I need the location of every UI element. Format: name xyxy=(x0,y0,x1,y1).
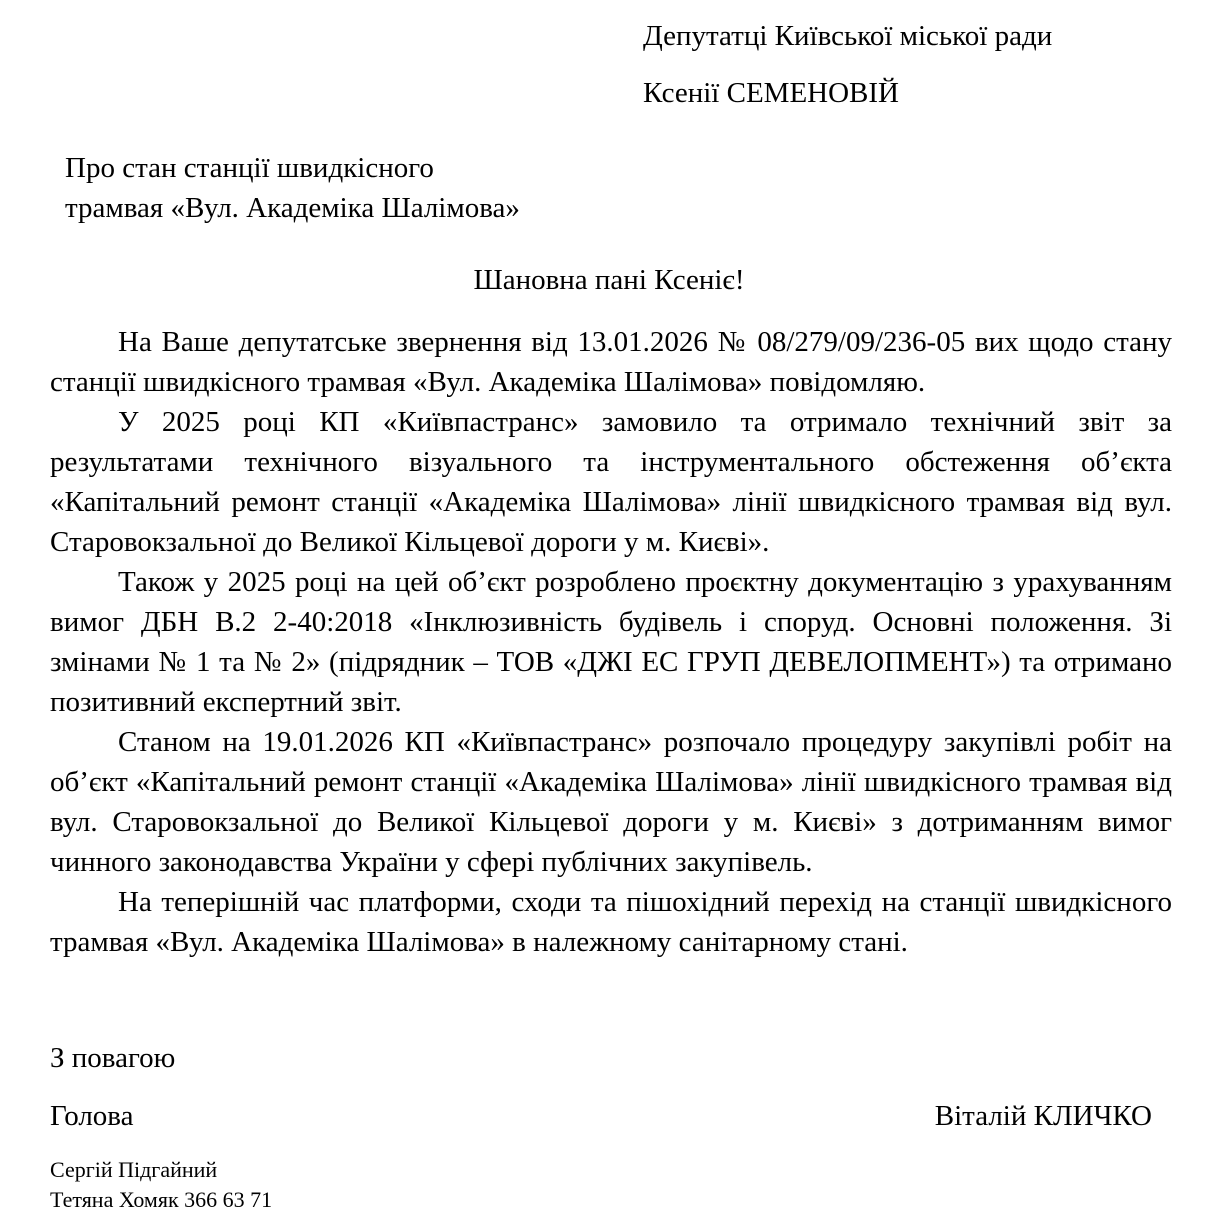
subject-line-2: трамвая «Вул. Академіка Шалімова» xyxy=(65,192,520,224)
footer-block xyxy=(50,1155,272,1215)
letter-body xyxy=(50,322,1172,962)
signer-name: Віталій КЛИЧКО xyxy=(934,1100,1152,1132)
addressee-line-1: Депутатці Київської міської ради xyxy=(643,20,1053,52)
footer-executor: Сергій Підгайний xyxy=(50,1157,218,1182)
addressee-line-2: Ксенії СЕМЕНОВІЙ xyxy=(643,77,899,109)
subject-block xyxy=(65,148,520,228)
paragraph-2: У 2025 році КП «Київпастранс» замовило та отримало технічний звіт за результатами технічного візуального та інструментального обстеження об’єкта «Капітальний ремонт станції «Академіка Шалімова» лінії швидкісного трамвая від вул. Старовокзальної до Великої Кільцевої дороги у м. Києві». xyxy=(50,406,1172,558)
addressee-block xyxy=(643,8,1052,122)
subject-line-1: Про стан станції швидкісного xyxy=(65,152,434,184)
paragraph-3: Також у 2025 році на цей об’єкт розроблено проєктну документацію з урахуванням вимог ДБН В.2 2-40:2018 «Інклюзивність будівель і споруд. Основні положення. Зі змінами № 1 та № 2» (підрядник – ТОВ «ДЖІ ЕС ГРУП ДЕВЕЛОПМЕНТ») та отримано позитивний експертний звіт. xyxy=(50,566,1172,718)
paragraph-4: Станом на 19.01.2026 КП «Київпастранс» розпочало процедуру закупівлі робіт на об’єкт «Капітальний ремонт станції «Академіка Шалімова» лінії швидкісного трамвая від вул. Старовокзальної до Великої Кільцевої дороги у м. Києві» з дотриманням вимог чинного законодавства України у сфері публічних закупівель. xyxy=(50,726,1172,878)
paragraph-5: На теперішній час платформи, сходи та пішохідний перехід на станції швидкісного трамвая «Вул. Академіка Шалімова» в належному санітарному стані. xyxy=(50,886,1172,958)
paragraph-1: На Ваше депутатське звернення від 13.01.2026 № 08/279/09/236-05 вих щодо стану станції швидкісного трамвая «Вул. Академіка Шалімова» повідомляю. xyxy=(50,326,1172,398)
signature-row xyxy=(50,1096,1152,1136)
closing-phrase: З повагою xyxy=(50,1042,176,1074)
signer-position: Голова xyxy=(50,1100,134,1132)
footer-contact: Тетяна Хомяк 366 63 71 xyxy=(50,1187,273,1212)
salutation: Шановна пані Ксеніє! xyxy=(473,264,745,296)
